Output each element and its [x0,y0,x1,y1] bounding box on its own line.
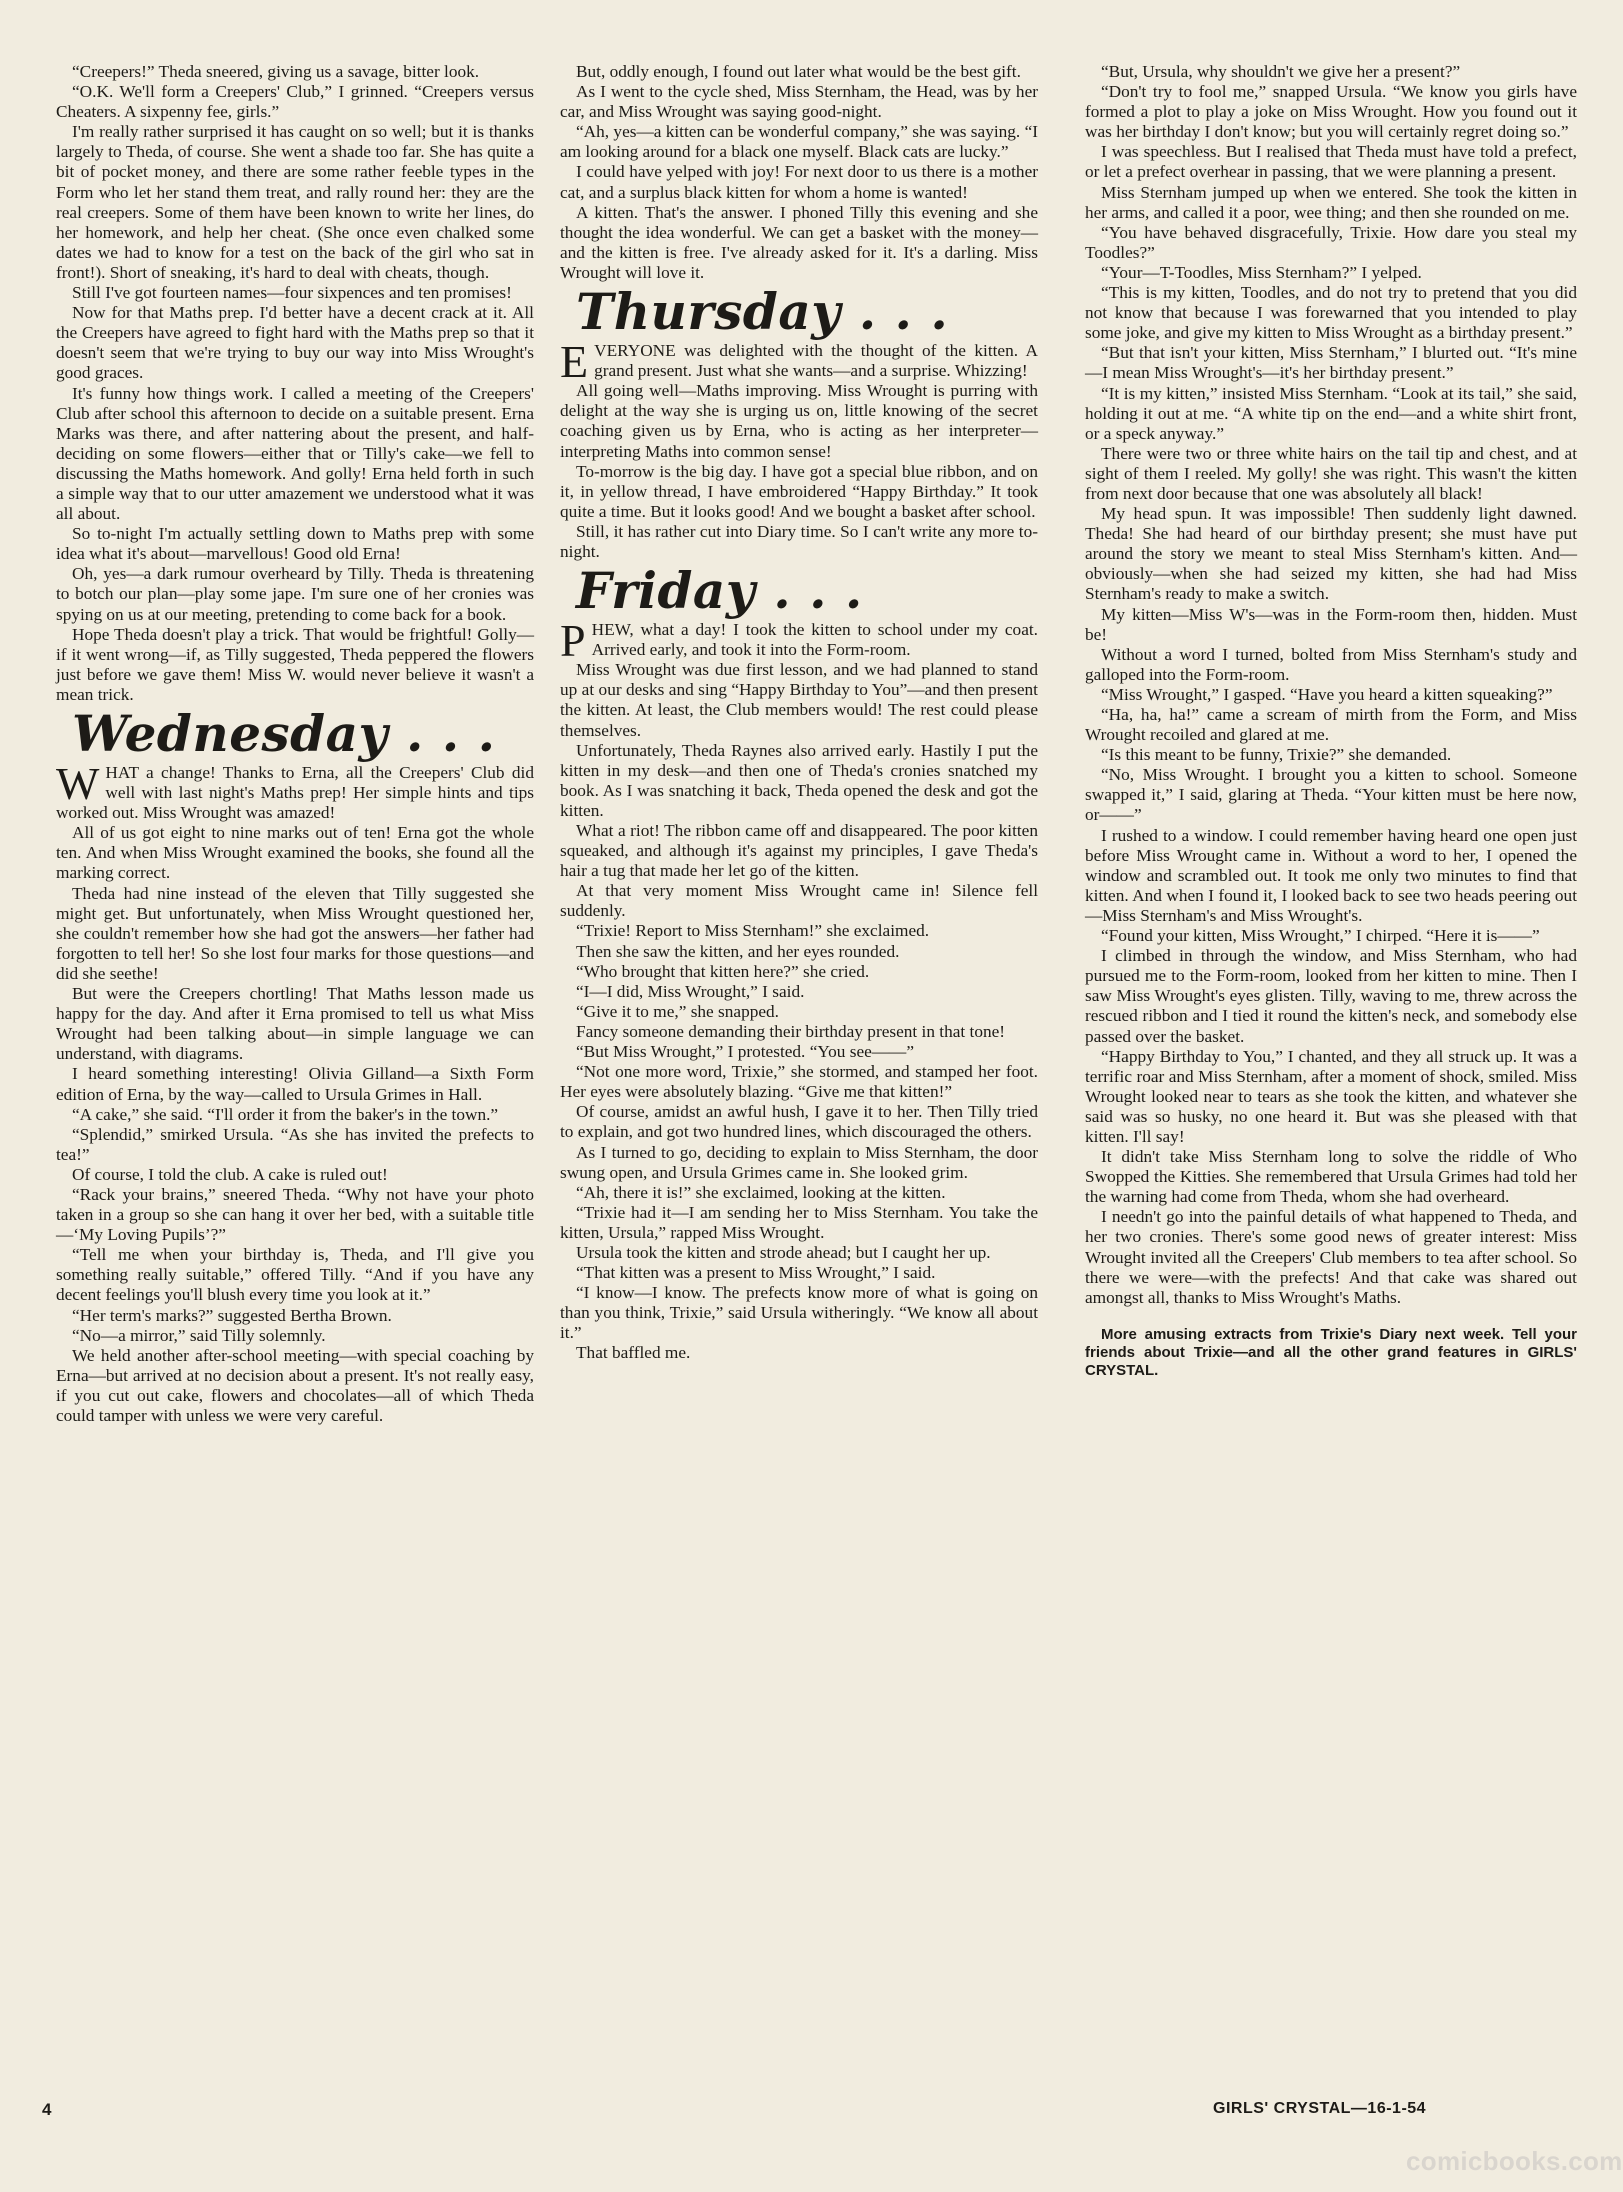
paragraph: “This is my kitten, Toodles, and do not try to pretend that you did not know that because I was forewarned that you intended to play some joke, and give my kitten to Miss Wrought as a birthday present.” [1085,283,1577,343]
paragraph: I needn't go into the painful details of what happened to Theda, and her two cronies. There's some good news of greater interest: Miss Wrought invited all the Creepers' Club members to tea after school. So there we were—with the prefects! And that cake was shared out amongst all, thanks to Miss Wrought's Maths. [1085,1207,1577,1307]
column-1 [56,62,534,1426]
paragraph: “Who brought that kitten here?” she cried. [576,961,870,981]
paragraph: “Creepers!” Theda sneered, giving us a savage, bitter look. [72,62,480,81]
paragraph: Still, it has rather cut into Diary time. So I can't write any more to-night. [560,521,1038,561]
drop-cap: E [560,336,589,388]
day-heading: Wednesday . . . [72,704,496,763]
paragraph: “Trixie! Report to Miss Sternham!” she exclaimed. [576,921,930,941]
paragraph: So to-night I'm actually settling down to Maths prep with some idea what it's about—marvellous! Good old Erna! [56,524,534,564]
drop-cap: P [560,615,586,667]
paragraph: “It is my kitten,” insisted Miss Sternham. “Look at its tail,” she said, holding it out at me. “A white tip on the end—and a white shirt front, or a speck anyway.” [1085,383,1577,443]
paragraph: It's funny how things work. I called a meeting of the Creepers' Club after school this afternoon to decide on a suitable present. Erna Marks was there, and after nattering about the present, and half-deciding on some flowers—either that or Tilly's cake—we fell to discussing the Maths homework. And golly! Erna held forth in such a simple way that to our utter amazement we understood what it was all about. [56,383,534,524]
paragraph: Oh, yes—a dark rumour overheard by Tilly. Theda is threatening to botch our plan—play some jape. I'm sure one of her cronies was spying on us at our meeting, pretending to come back for a book. [56,564,534,624]
paragraph: I could have yelped with joy! For next door to us there is a mother cat, and a surplus black kitten for whom a home is wanted! [560,162,1038,202]
paragraph: Still I've got fourteen names—four sixpences and ten promises! [72,283,512,303]
day-heading: Thursday . . . [576,282,949,342]
paragraph: A kitten. That's the answer. I phoned Tilly this evening and she thought the idea wonderful. We can get a basket with the money—and the kitten is free. I've already asked for it. It's a darling. Miss Wrought will love it. [560,202,1038,282]
paragraph-with-drop-cap [560,615,1038,667]
magazine-issue-line: GIRLS' CRYSTAL—16-1-54 [1213,2100,1427,2117]
paragraph: As I turned to go, deciding to explain to Miss Sternham, the door swung open, and Ursula Grimes came in. She looked grim. [560,1142,1038,1182]
paragraph: What a riot! The ribbon came off and disappeared. The poor kitten squeaked, and although it's against my principles, I gave Theda's hair a tug that made her let go of the kitten. [560,821,1038,881]
paragraph-with-drop-cap [56,758,534,823]
paragraph: But, oddly enough, I found out later what would be the best gift. [576,62,1021,81]
paragraph: Then she saw the kitten, and her eyes rounded. [576,941,900,961]
paragraph: “Rack your brains,” sneered Theda. “Why not have your photo taken in a group so she can hang it over her bed, with a suitable title—‘My Loving Pupils’?” [56,1184,534,1245]
paragraph: Without a word I turned, bolted from Miss Sternham's study and galloped into the Form-room. [1085,644,1577,684]
paragraph: “Not one more word, Trixie,” she stormed, and stamped her foot. Her eyes were absolutely blazing. “Give me that kitten!” [560,1062,1038,1102]
paragraph: We held another after-school meeting—with special coaching by Erna—but arrived at no decision about a present. It's not really easy, if you cut out cake, flowers and chocolates—all of which Theda could tamper with unless we were very careful. [56,1345,534,1425]
paragraph: At that very moment Miss Wrought came in! Silence fell suddenly. [560,881,1038,921]
paragraph: “But Miss Wrought,” I protested. “You see——” [576,1042,915,1062]
paragraph: “Happy Birthday to You,” I chanted, and they all struck up. It was a terrific roar and Miss Sternham, after a moment of shock, smiled. Miss Wrought looked near to tears as she took the kitten, and whatever she said was so husky, no one heard it. But was she pleased with that kitten. I'll say! [1085,1046,1577,1146]
paragraph: It didn't take Miss Sternham long to solve the riddle of Who Swopped the Kitties. She remembered that Ursula Grimes had told her the warning had come from Theda, whom she had overheard. [1085,1147,1577,1207]
paragraph: “No, Miss Wrought. I brought you a kitten to school. Someone swapped it,” I said, glaring at Theda. “Your kitten must be here now, or——” [1085,765,1577,825]
paragraph: “Her term's marks?” suggested Bertha Brown. [72,1305,392,1325]
paragraph: I was speechless. But I realised that Theda must have told a prefect, or let a prefect overhear in passing, that we were planning a present. [1085,142,1577,182]
next-week-teaser: More amusing extracts from Trixie's Diary next week. Tell your friends about Trixie—and all the other grand features in GIRLS' CRYSTAL. [1085,1325,1577,1379]
paragraph: “I know—I know. The prefects know more of what is going on than you think, Trixie,” said Ursula witheringly. “We know all about it.” [560,1283,1038,1343]
paragraph: Miss Sternham jumped up when we entered. She took the kitten in her arms, and called it a poor, wee thing; and then she rounded on me. [1085,182,1577,222]
column-3 [1085,62,1577,1380]
paragraph: “Your—T-Toodles, Miss Sternham?” I yelped. [1101,262,1422,282]
page-number: 4 [42,2100,52,2119]
watermark: comicbooks.com [1406,2146,1623,2176]
paragraph-text: HAT a change! Thanks to Erna, all the Creepers' Club did well with last night's Maths prep! Her simple hints and tips worked out. Miss Wrought was amazed! [56,763,534,823]
paragraph: Fancy someone demanding their birthday present in that tone! [576,1021,1006,1041]
paragraph: “Is this meant to be funny, Trixie?” she demanded. [1101,745,1452,765]
paragraph: “That kitten was a present to Miss Wrought,” I said. [576,1263,936,1283]
paragraph: My head spun. It was impossible! Then suddenly light dawned. Theda! She had heard of our birthday present; she must have put around the story we meant to steal Miss Sternham's kitten. And—obviously—when she had seized my kitten, she had had Miss Sternham's ready to make a switch. [1085,504,1577,604]
paragraph: “Give it to me,” she snapped. [576,1001,779,1021]
paragraph: Theda had nine instead of the eleven that Tilly suggested she might get. But unfortunately, when Miss Wrought questioned her, she couldn't remember how she had got the answers—her father had forgotten to tell her! So she lost four marks for those questions—and did she seethe! [56,883,534,983]
paragraph: I rushed to a window. I could remember having heard one open just before Miss Wrought came in. Without a word to her, I opened the window and scrambled out. It took me only two minutes to find that kitten. And when I found it, I looked back to see two heads peering out—Miss Sternham's and Miss Wrought's. [1085,825,1577,925]
paragraph: Now for that Maths prep. I'd better have a decent crack at it. All the Creepers have agreed to fight hard with the Maths prep so that it doesn't seem that we're trying to buy our way into Miss Wrought's good graces. [56,303,534,383]
paragraph: “But, Ursula, why shouldn't we give her a present?” [1101,62,1461,81]
paragraph: My kitten—Miss W's—was in the Form-room then, hidden. Must be! [1085,604,1577,644]
day-heading: Friday . . . [576,561,863,621]
paragraph: “You have behaved disgracefully, Trixie. How dare you steal my Toodles?” [1085,222,1577,262]
drop-cap: W [56,758,100,809]
paragraph: Miss Wrought was due first lesson, and we had planned to stand up at our desks and sing “Happy Birthday to You”—and then present the kitten. At least, the Club members would! The rest could please themselves. [560,660,1038,740]
paragraph: “Ah, there it is!” she exclaimed, looking at the kitten. [576,1182,946,1202]
paragraph: I'm really rather surprised it has caught on so well; but it is thanks largely to Theda, of course. She went a shade too far. She has quite a bit of pocket money, and there are some rather feeble types in the Form who let her stand them treat, and rally round her: they are the real creepers. Some of them have been known to write her lines, do her homework, and help her cheat. (She once even chalked some dates we had to know for a test on the back of the girl who sat in front!). Short of sneaking, it's hard to deal with cheats, though. [56,122,534,282]
paragraph: Hope Theda doesn't play a trick. That would be frightful! Golly—if it went wrong—if, as Tilly suggested, Theda peppered the flowers just before we gave them! Miss W. would never believe it wasn't a mean trick. [56,624,534,704]
paragraph: “I—I did, Miss Wrought,” I said. [576,981,805,1001]
paragraph: But were the Creepers chortling! That Maths lesson made us happy for the day. And after it Erna promised to tell us what Miss Wrought had been talking about—in simple language we can understand, with diagrams. [56,984,534,1064]
paragraph: Of course, I told the club. A cake is ruled out! [72,1164,388,1184]
paragraph: Unfortunately, Theda Raynes also arrived early. Hastily I put the kitten in my desk—and then one of Theda's cronies snatched my book. As I was snatching it back, Theda opened the desk and got the kitten. [560,740,1038,820]
paragraph-with-drop-cap [560,336,1038,388]
paragraph: I climbed in through the window, and Miss Sternham, who had pursued me to the Form-room, looked from her kitten to mine. Then I saw Miss Wrought's eyes glisten. Tilly, waving to me, threw across the rescued ribbon and I tied it round the kitten's neck, and somebody else passed over the basket. [1085,946,1577,1046]
paragraph: “Tell me when your birthday is, Theda, and I'll give you something really suitable,” offered Tilly. “And if you have any decent feelings you'll blush every time you look at it.” [56,1245,534,1305]
paragraph: “But that isn't your kitten, Miss Sternham,” I blurted out. “It's mine—I mean Miss Wrought's—it's her birthday present.” [1085,343,1577,383]
paragraph: “Splendid,” smirked Ursula. “As she has invited the prefects to tea!” [56,1124,534,1164]
paragraph: “O.K. We'll form a Creepers' Club,” I grinned. “Creepers versus Cheaters. A sixpenny fee, girls.” [56,82,534,122]
paragraph: “Found your kitten, Miss Wrought,” I chirped. “Here it is——” [1101,926,1540,946]
paragraph: “Miss Wrought,” I gasped. “Have you heard a kitten squeaking?” [1101,684,1553,704]
paragraph: “Don't try to fool me,” snapped Ursula. “We know you girls have formed a plot to play a joke on Miss Wrought. How you found out it was her birthday I don't know; but you will certainly regret doing so.” [1085,82,1577,142]
paragraph: “No—a mirror,” said Tilly solemnly. [72,1325,326,1345]
paragraph: I heard something interesting! Olivia Gilland—a Sixth Form edition of Erna, by the way—called to Ursula Grimes in Hall. [56,1064,534,1104]
paragraph: “Ha, ha, ha!” came a scream of mirth from the Form, and Miss Wrought recoiled and glared at me. [1085,705,1577,745]
paragraph-text: VERYONE was delighted with the thought of the kitten. A grand present. Just what she wants—and a surprise. Whizzing! [594,341,1038,381]
paragraph: All of us got eight to nine marks out of ten! Erna got the whole ten. And when Miss Wrought examined the books, she found all the marking correct. [56,823,534,883]
paragraph: “Ah, yes—a kitten can be wonderful company,” she was saying. “I am looking around for a black one myself. Black cats are lucky.” [560,122,1038,162]
paragraph: “Trixie had it—I am sending her to Miss Sternham. You take the kitten, Ursula,” rapped Miss Wrought. [560,1202,1038,1242]
paragraph: As I went to the cycle shed, Miss Sternham, the Head, was by her car, and Miss Wrought was saying good-night. [560,82,1038,122]
paragraph: Ursula took the kitten and strode ahead; but I caught her up. [576,1242,991,1262]
paragraph: Of course, amidst an awful hush, I gave it to her. Then Tilly tried to explain, and got two hundred lines, which discouraged the others. [560,1102,1038,1142]
column-2 [560,62,1038,1364]
paragraph: All going well—Maths improving. Miss Wrought is purring with delight at the way she is urging us on, little knowing of the secret coaching given us by Erna, who is acting as her interpreter—interpreting Maths into common sense! [560,381,1038,461]
paragraph: There were two or three white hairs on the tail tip and chest, and at sight of them I reeled. My golly! she was right. This wasn't the kitten from next door because that one was absolutely all black! [1085,443,1577,503]
paragraph: “A cake,” she said. “I'll order it from the baker's in the town.” [72,1104,499,1124]
paragraph: To-morrow is the big day. I have got a special blue ribbon, and on it, in yellow thread, I have embroidered “Happy Birthday.” It took quite a time. But it looks good! And we bought a basket after school. [560,461,1038,521]
paragraph-text: HEW, what a day! I took the kitten to school under my coat. Arrived early, and took it into the Form-room. [591,620,1038,660]
paragraph: That baffled me. [576,1343,691,1363]
